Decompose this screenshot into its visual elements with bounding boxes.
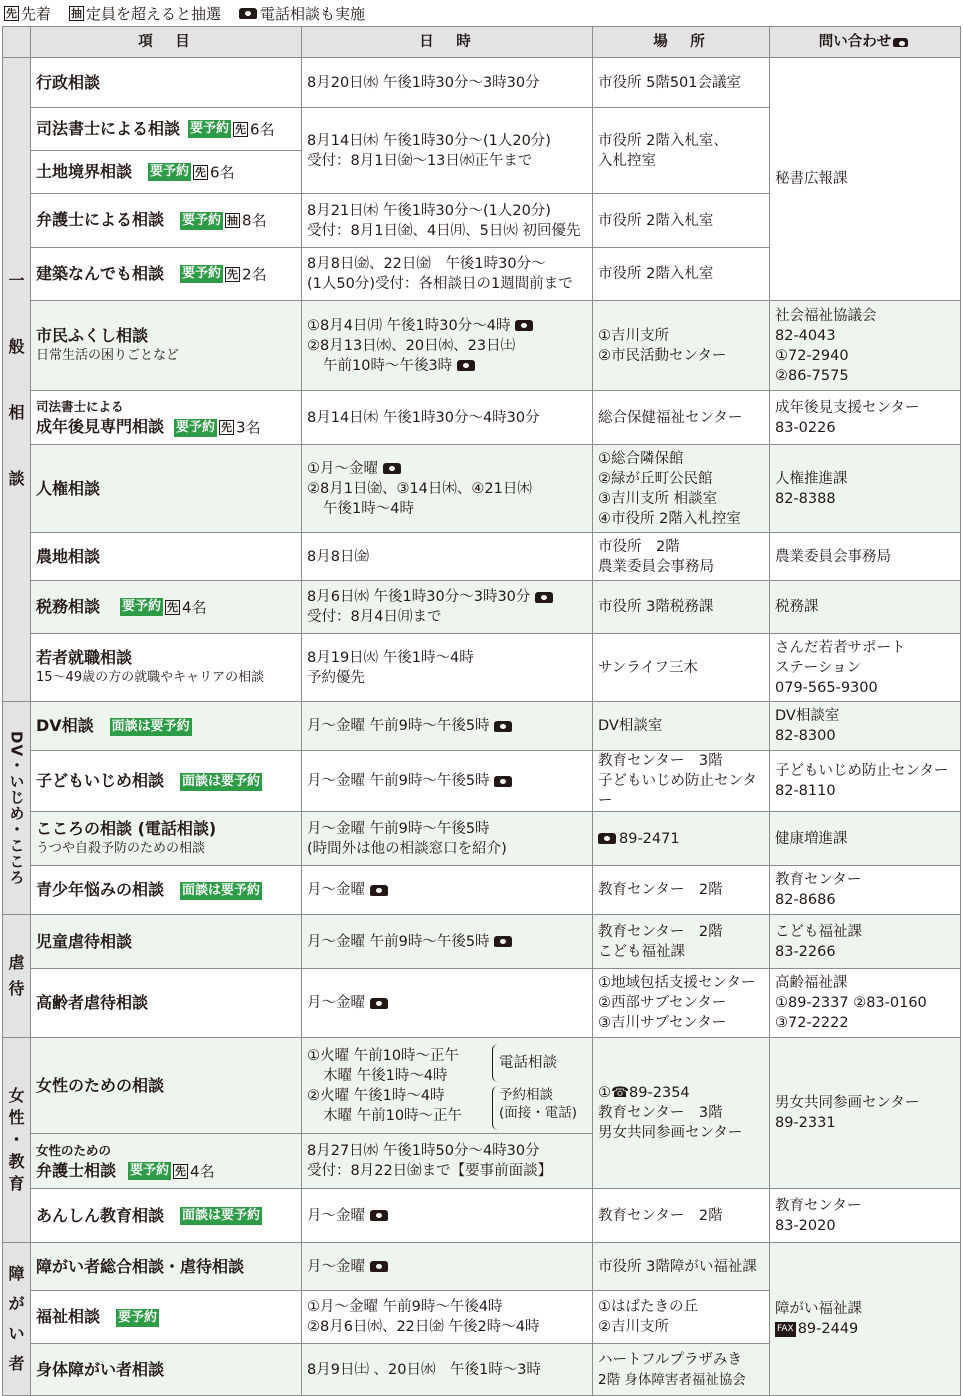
bracket-label: 予約相談	[499, 1087, 553, 1103]
place-line: 教育センター 3階	[598, 753, 723, 769]
chusen-mark: 抽	[71, 6, 83, 20]
item-pre: 女性のための	[36, 1142, 112, 1158]
cat-char: 待	[8, 979, 25, 998]
place-line: 男女共同参画センター	[598, 1125, 743, 1141]
item-name: DV相談	[36, 716, 94, 735]
place-cell: DV相談室	[593, 702, 770, 751]
item-name: 障がい者総合相談・虐待相談	[31, 1243, 302, 1291]
date-text: 月～金曜 午前9時～午後5時	[307, 718, 490, 734]
contact-line: 83-2020	[775, 1217, 836, 1234]
item-name: 若者就職相談	[36, 647, 133, 667]
place-line: ①吉川支所	[598, 327, 669, 344]
cat-char: 談	[8, 468, 25, 488]
table-row	[3, 812, 961, 866]
place-cell	[593, 1291, 770, 1344]
place-line: 2階 身体障害者福祉協会	[598, 1371, 746, 1388]
contact-line	[775, 1319, 955, 1339]
place-line: ③吉川サブセンター	[598, 1015, 727, 1031]
date-cell	[302, 1243, 593, 1291]
place-cell	[593, 533, 770, 581]
place-cell	[593, 301, 770, 391]
cat-char: 育	[8, 1174, 25, 1193]
place-line: ①地域包括支援センター	[598, 975, 756, 991]
place-cell	[593, 108, 770, 194]
reservation-tag: 要予約	[122, 599, 162, 615]
item-cell	[31, 812, 302, 866]
contact-cell	[770, 445, 961, 533]
date-line: 木曜 午前10時～正午	[323, 1107, 463, 1124]
cat-char: 相	[8, 402, 25, 422]
category-general	[3, 58, 31, 702]
date-cell: 8月20日㈬ 午後1時30分～3時30分	[302, 58, 593, 108]
contact-cell	[770, 391, 961, 445]
contact-line: 89-2331	[775, 1115, 836, 1131]
legend-chusen: 定員を超えると抽選	[86, 4, 222, 23]
capacity: 4名	[190, 1162, 215, 1181]
reservation-tag: 要予約	[130, 1163, 170, 1179]
reservation-tag: 要予約	[150, 164, 190, 180]
senchaku-mark: 先	[227, 267, 239, 281]
place-line: ②市民活動センター	[598, 347, 727, 364]
place-line: ④市役所 2階入札控室	[598, 510, 741, 527]
date-line	[307, 356, 587, 376]
item-cell	[31, 751, 302, 812]
table-row	[3, 1243, 961, 1291]
date-line	[307, 587, 587, 607]
bracket-label: 電話相談	[499, 1055, 557, 1071]
reservation-tag: 面談は要予約	[182, 882, 261, 898]
capacity: 8名	[242, 211, 267, 230]
table-row	[3, 702, 961, 751]
place-cell	[593, 1038, 770, 1189]
date-cell	[302, 581, 593, 634]
table-row	[3, 866, 961, 915]
table-row	[3, 391, 961, 445]
header-item: 項 目	[31, 27, 302, 58]
date-cell	[302, 751, 593, 812]
date-line: ②8月6日㈬、22日㈮ 午後2時～4時	[307, 1319, 540, 1335]
date-line: 受付：8月1日㈮、4日㈪、5日㈫ 初回優先	[307, 222, 581, 239]
date-line: 8月21日㈭ 午後1時30分～(1人20分)	[307, 202, 551, 219]
date-line: ①月～金曜 午前9時～午後4時	[307, 1299, 503, 1315]
contact-line: 人権推進課	[775, 470, 848, 487]
capacity: 3名	[236, 418, 261, 437]
phone-icon	[383, 463, 401, 474]
place-cell: 教育センター 2階	[593, 866, 770, 915]
place-text: 89-2471	[619, 830, 680, 847]
category-abuse	[3, 915, 31, 1038]
place-cell: 教育センター 2階	[593, 1189, 770, 1243]
contact-line: ステーション	[775, 659, 862, 676]
place-cell: 市役所 5階501会議室	[593, 58, 770, 108]
item-name: 青少年悩みの相談	[36, 880, 165, 899]
date-cell: 8月8日㈮	[302, 533, 593, 581]
contact-line: ②86-7575	[775, 367, 849, 384]
place-line: ①☎89-2354	[598, 1085, 690, 1101]
category-disab	[3, 1243, 31, 1396]
phone-icon	[515, 320, 533, 331]
senchaku-mark: 先	[221, 421, 233, 435]
place-cell: 総合保健福祉センター	[593, 391, 770, 445]
date-cell	[302, 812, 593, 866]
place-line: ハートフルプラザみき	[598, 1351, 742, 1368]
date-line: ①火曜 午前10時～正午	[307, 1047, 460, 1064]
date-line: 予約優先	[307, 669, 365, 686]
cat-char: い	[8, 1324, 25, 1343]
date-line	[307, 316, 587, 336]
date-line: (1人50分)受付：各相談日の1週間前まで	[307, 276, 573, 292]
date-line: 午後1時～4時	[323, 500, 414, 517]
date-line: (時間外は他の相談窓口を紹介)	[307, 840, 507, 857]
item-name: 建築なんでも相談	[36, 263, 165, 283]
place-cell	[593, 969, 770, 1038]
contact-line: ③72-2222	[775, 1015, 849, 1031]
place-line: ②吉川支所	[598, 1319, 669, 1335]
place-cell: サンライフ三木	[593, 634, 770, 702]
item-name: 身体障がい者相談	[31, 1344, 302, 1396]
item-cell	[31, 1189, 302, 1243]
reservation-tag: 面談は要予約	[182, 1208, 261, 1223]
contact-line: ①89-2337 ②83-0160	[775, 995, 927, 1011]
cat-char: 虐	[8, 953, 25, 972]
contact-line: 83-2266	[775, 943, 836, 960]
place-line: ①はばたきの丘	[598, 1299, 698, 1315]
item-name: 司法書士による相談	[36, 118, 181, 138]
cat-char: 性	[8, 1108, 25, 1127]
reservation-tag: 要予約	[182, 266, 222, 282]
date-line: 8月19日㈫ 午後1時～4時	[307, 649, 474, 666]
date-cell	[302, 1291, 593, 1344]
place-line: ①総合隣保館	[598, 450, 684, 467]
cat-char: 者	[8, 1354, 25, 1373]
table-row	[3, 58, 961, 108]
contact-line: さんだ若者サポート	[775, 639, 906, 656]
table-row	[3, 533, 961, 581]
reservation-tag: 要予約	[182, 212, 222, 228]
phone-icon	[370, 885, 388, 896]
place-line: 入札控室	[598, 152, 656, 169]
place-cell: 市役所 2階入札室	[593, 248, 770, 301]
contact-cell	[770, 1243, 961, 1396]
item-cell	[31, 248, 302, 301]
table-row	[3, 581, 961, 634]
contact-cell: 農業委員会事務局	[770, 533, 961, 581]
capacity: 2名	[242, 265, 267, 284]
contact-line: 高齢福祉課	[775, 975, 848, 991]
chusen-mark: 抽	[227, 214, 239, 228]
contact-line: 82-8300	[775, 728, 836, 744]
senchaku-mark: 先	[167, 600, 179, 614]
date-cell	[302, 301, 593, 391]
table-row	[3, 751, 961, 812]
contact-line: 079-565-9300	[775, 679, 878, 696]
cat-char: が	[8, 1294, 25, 1313]
item-name: 子どもいじめ相談	[36, 771, 165, 790]
header-date: 日 時	[302, 27, 593, 58]
cat-char: ・	[8, 1130, 25, 1149]
date-line: ②8月13日㈬、20日㈬、23日㈯	[307, 337, 516, 354]
phone-icon	[893, 38, 908, 47]
date-cell	[302, 194, 593, 248]
date-text: 月～金曜 午前9時～午後5時	[307, 933, 490, 950]
cat-char: 一	[8, 270, 25, 290]
senchaku-mark: 先	[235, 122, 247, 136]
cat-text: DV・いじめ・こころ	[7, 730, 26, 886]
place-line: ②緑が丘町公民館	[598, 470, 713, 487]
item-cell	[31, 151, 302, 194]
header-contact-label: 問い合わせ	[818, 34, 892, 50]
item-name: 市民ふくし相談	[36, 325, 149, 345]
date-cell	[302, 702, 593, 751]
date-cell: 8月14日㈭ 午後1時30分～4時30分	[302, 391, 593, 445]
date-line: 8月8日㈮、22日㈮ 午後1時30分～	[307, 256, 546, 272]
date-line: ②火曜 午後1時～4時	[307, 1087, 445, 1104]
item-sub: うつや自殺予防のための相談	[36, 840, 206, 856]
bracket-reserve	[492, 1086, 582, 1130]
cat-gap	[3, 426, 30, 466]
date-text: 月～金曜 午前9時～午後5時	[307, 773, 490, 789]
contact-cell	[770, 915, 961, 969]
category-dv	[3, 702, 31, 915]
contact-line: 教育センター	[775, 872, 862, 888]
date-text: 月～金曜	[307, 1207, 365, 1224]
place-cell	[593, 1344, 770, 1396]
table-row	[3, 1189, 961, 1243]
contact-line: 教育センター	[775, 1197, 862, 1214]
contact-line: 83-0226	[775, 419, 836, 436]
item-cell	[31, 194, 302, 248]
contact-cell	[770, 1189, 961, 1243]
place-cell: 市役所 2階入札室	[593, 194, 770, 248]
place-line: ②西部サブセンター	[598, 995, 727, 1011]
item-name: 行政相談	[31, 58, 302, 108]
senchaku-mark: 先	[195, 165, 207, 179]
senchaku-mark: 先	[6, 6, 17, 20]
bracket-phone	[492, 1044, 582, 1082]
item-name: 成年後見専門相談	[36, 417, 165, 437]
date-cell	[302, 866, 593, 915]
contact-line: 子どもいじめ防止センター	[775, 763, 949, 779]
header-contact	[770, 27, 961, 58]
item-name: あんしん教育相談	[36, 1205, 165, 1225]
cat-gap	[3, 360, 30, 400]
contact-line: 82-8110	[775, 783, 836, 799]
contact-line: 社会福祉協議会	[775, 307, 877, 324]
phone-icon	[370, 998, 388, 1009]
table-row	[3, 301, 961, 391]
date-text: 月～金曜	[307, 882, 365, 898]
item-cell	[31, 1291, 302, 1344]
contact-cell	[770, 301, 961, 391]
contact-cell	[770, 1038, 961, 1189]
reservation-tag: 要予約	[190, 121, 230, 137]
header-place: 場 所	[593, 27, 770, 58]
date-line: 8月14日㈭ 午後1時30分～(1人20分)	[307, 132, 551, 149]
date-text: ①8月4日㈪ 午後1時30分～4時	[307, 317, 511, 334]
senchaku-mark: 先	[175, 1164, 187, 1178]
place-line: 農業委員会事務局	[598, 558, 714, 575]
date-cell	[302, 248, 593, 301]
item-name: 児童虐待相談	[31, 915, 302, 969]
legend	[4, 2, 383, 24]
phone-icon	[457, 360, 475, 371]
cat-char: 般	[8, 336, 25, 356]
contact-line: ①72-2940	[775, 347, 849, 364]
item-name: こころの相談 (電話相談)	[36, 818, 217, 838]
contact-line: 82-8388	[775, 490, 836, 507]
item-name: 女性のための相談	[31, 1038, 302, 1134]
date-text: ①月～金曜	[307, 460, 378, 477]
item-cell	[31, 866, 302, 915]
capacity: 6名	[210, 163, 235, 182]
place-cell	[593, 915, 770, 969]
reservation-tag: 要予約	[176, 419, 216, 435]
date-line: 8月27日㈬ 午後1時50分～4時30分	[307, 1143, 540, 1159]
category-women	[3, 1038, 31, 1243]
date-line: 木曜 午後1時～4時	[323, 1067, 448, 1084]
phone-icon	[494, 721, 512, 732]
date-cell	[302, 1038, 593, 1134]
fax-icon: FAX	[775, 1322, 796, 1337]
item-name: 弁護士による相談	[36, 210, 165, 230]
item-name: 弁護士相談	[36, 1160, 117, 1180]
contact-cell	[770, 702, 961, 751]
date-cell: 8月9日㈯ 、20日㈬ 午後1時～3時	[302, 1344, 593, 1396]
place-cell	[593, 751, 770, 812]
phone-icon	[598, 833, 616, 844]
contact-cell	[770, 634, 961, 702]
date-cell	[302, 969, 593, 1038]
item-name: 人権相談	[31, 445, 302, 533]
place-cell: 市役所 3階障がい福祉課	[593, 1243, 770, 1291]
reservation-tag: 面談は要予約	[111, 718, 190, 734]
date-line: 受付：8月4日㈪まで	[307, 609, 442, 625]
cat-char: 障	[8, 1264, 25, 1283]
consultation-table	[2, 26, 961, 1396]
place-cell	[593, 445, 770, 533]
item-cell	[31, 702, 302, 751]
item-cell	[31, 108, 302, 151]
header-blank	[3, 27, 31, 58]
table-row	[3, 445, 961, 533]
place-line: 教育センター 2階	[598, 923, 723, 940]
phone-icon	[370, 1210, 388, 1221]
date-cell	[302, 445, 593, 533]
contact-cell: 健康増進課	[770, 812, 961, 866]
place-cell	[593, 812, 770, 866]
item-name: 土地境界相談	[36, 161, 133, 181]
cat-gap	[3, 294, 30, 334]
date-cell	[302, 915, 593, 969]
contact-line: DV相談室	[775, 708, 840, 724]
place-line: 市役所 2階入札室、	[598, 132, 728, 149]
legend-phone: 電話相談も実施	[260, 4, 366, 23]
date-text: 月～金曜	[307, 1258, 365, 1275]
date-cell	[302, 1189, 593, 1243]
item-pre: 司法書士による	[36, 399, 124, 415]
phone-icon	[494, 776, 512, 787]
phone-icon	[370, 1261, 388, 1272]
item-cell	[31, 581, 302, 634]
date-text: 月～金曜	[307, 995, 365, 1011]
capacity: 4名	[182, 598, 207, 617]
item-cell	[31, 1134, 302, 1189]
header-row	[3, 27, 961, 58]
date-cell	[302, 108, 593, 194]
date-line: 月～金曜 午前9時～午後5時	[307, 820, 490, 837]
place-line: 市役所 2階	[598, 538, 680, 555]
place-line: 子どもいじめ防止センター	[598, 773, 757, 809]
contact-cell	[770, 751, 961, 812]
legend-senchaku: 先着	[21, 4, 52, 23]
date-cell	[302, 634, 593, 702]
date-text: 午前10時～午後3時	[323, 357, 453, 374]
contact-cell	[770, 969, 961, 1038]
date-line: 受付：8月1日㈮～13日㈬正午まで	[307, 152, 533, 169]
capacity: 6名	[250, 120, 275, 139]
contact-line: こども福祉課	[775, 923, 862, 940]
contact-cell	[770, 866, 961, 915]
bracket-labels	[492, 1044, 582, 1130]
contact-fax: 89-2449	[797, 1321, 859, 1337]
item-name: 福祉相談	[36, 1307, 101, 1326]
contact-line: 男女共同参画センター	[775, 1095, 920, 1111]
date-line: ②8月1日㈮、③14日㈭、④21日㈭	[307, 480, 532, 497]
date-line: 受付：8月22日㈮まで【要事前面談】	[307, 1163, 553, 1179]
phone-icon	[494, 936, 512, 947]
item-name: 農地相談	[31, 533, 302, 581]
item-sub: 15～49歳の方の就職やキャリアの相談	[36, 669, 265, 685]
item-cell	[31, 634, 302, 702]
place-line: こども福祉課	[598, 943, 685, 960]
place-line: ③吉川支所 相談室	[598, 490, 718, 507]
bracket-label: (面接・電話)	[499, 1105, 578, 1121]
contact-line: 82-4043	[775, 327, 836, 344]
contact-cell: 秘書広報課	[770, 58, 961, 301]
item-cell	[31, 391, 302, 445]
reservation-tag: 面談は要予約	[182, 773, 261, 789]
cat-char: 教	[8, 1152, 25, 1171]
phone-icon	[535, 592, 553, 603]
item-name: 税務相談	[36, 596, 101, 616]
contact-line: 成年後見支援センター	[775, 399, 920, 416]
cat-char: 女	[8, 1086, 25, 1105]
item-cell	[31, 301, 302, 391]
table-row	[3, 915, 961, 969]
table-row	[3, 634, 961, 702]
date-text: 8月6日㈬ 午後1時30分～3時30分	[307, 589, 531, 605]
table-row	[3, 969, 961, 1038]
reservation-tag: 要予約	[118, 1309, 158, 1325]
item-sub: 日常生活の困りごとなど	[36, 347, 180, 363]
contact-line: 障がい福祉課	[775, 1301, 862, 1317]
phone-icon	[239, 8, 257, 19]
date-line	[307, 459, 587, 479]
date-cell	[302, 1134, 593, 1189]
contact-cell: 税務課	[770, 581, 961, 634]
item-name: 高齢者虐待相談	[31, 969, 302, 1038]
contact-line: 82-8686	[775, 892, 836, 908]
place-cell: 市役所 3階税務課	[593, 581, 770, 634]
table-row	[3, 1038, 961, 1134]
place-line: 教育センター 3階	[598, 1105, 723, 1121]
